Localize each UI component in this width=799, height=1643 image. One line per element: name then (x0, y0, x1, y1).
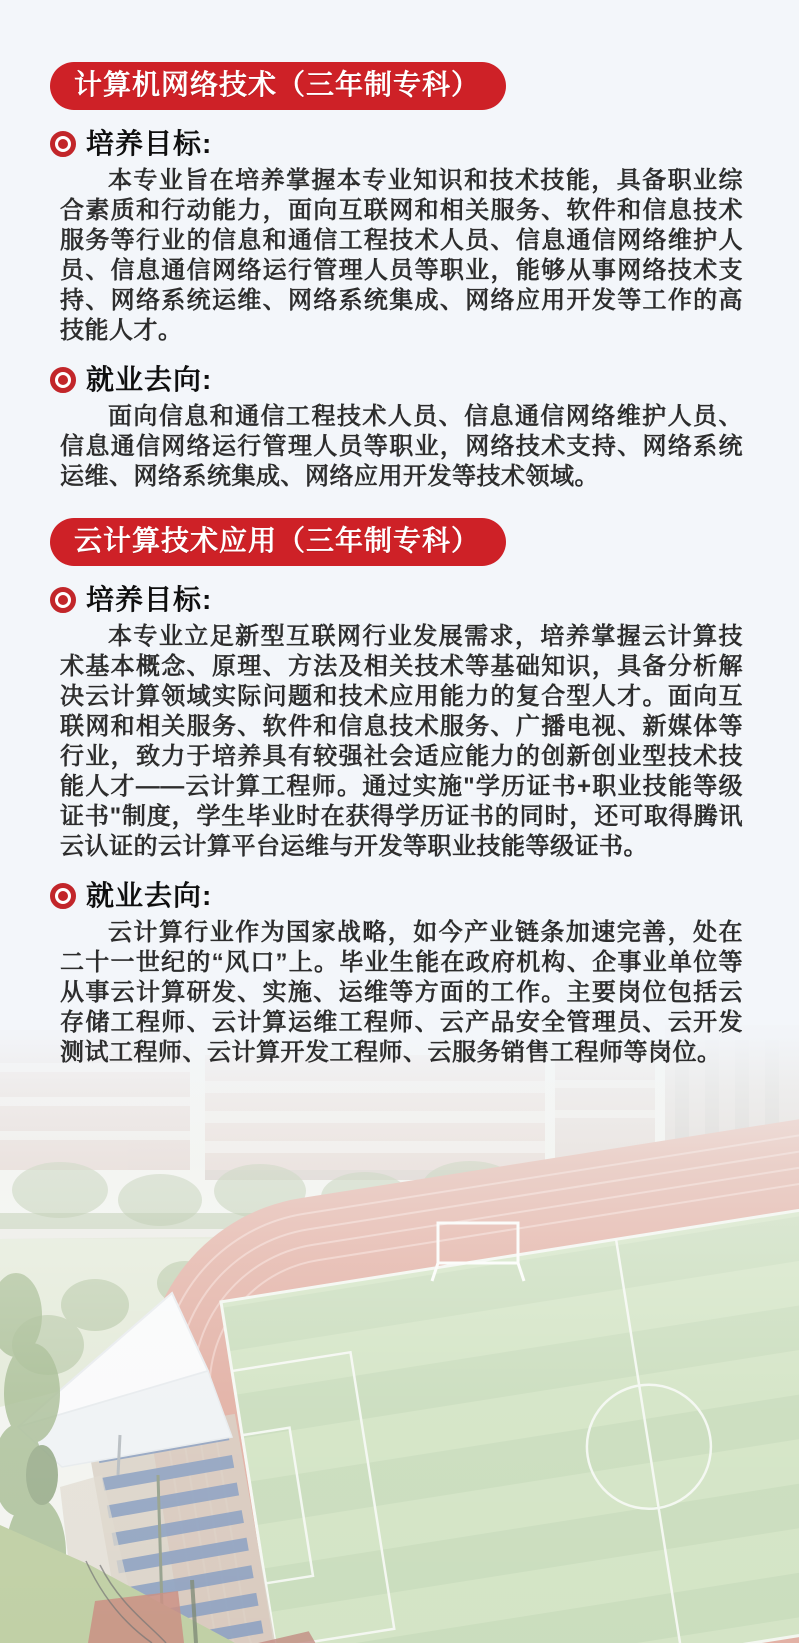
section-title: 就业去向: (86, 364, 213, 395)
paragraph-employment-2: 云计算行业作为国家战略，如今产业链条加速完善，处在二十一世纪的“风口”上。毕业生能在政府机构、企事业单位等从事云计算研发、实施、运维等方面的工作。主要岗位包括云存储工程师、云计算运维工程师、云产品安全管理员、云开发测试工程师、云计算开发工程师、云服务销售工程师等岗位。 (60, 919, 743, 1066)
heading-training-goal-2 (50, 584, 743, 616)
bullseye-icon (50, 883, 76, 909)
campus-stadium-photo (0, 1005, 799, 1643)
program-banner-cloud-computing: 云计算技术应用（三年制专科） (50, 518, 506, 566)
paragraph-employment-1: 面向信息和通信工程技术人员、信息通信网络维护人员、信息通信网络运行管理人员等职业，网络技术支持、网络系统运维、网络系统集成、网络应用开发等技术领域。 (60, 403, 743, 490)
bullseye-icon (50, 367, 76, 393)
heading-training-goal-1 (50, 128, 743, 160)
section-2 (50, 518, 743, 566)
bullseye-icon (50, 587, 76, 613)
section-title: 就业去向: (86, 880, 213, 911)
section-1 (50, 62, 743, 110)
photo-fade-overlay (0, 1005, 799, 1643)
bullseye-icon (50, 131, 76, 157)
program-banner-computer-network: 计算机网络技术（三年制专科） (50, 62, 506, 110)
paragraph-training-goal-1: 本专业旨在培养掌握本专业知识和技术技能，具备职业综合素质和行动能力，面向互联网和相关服务、软件和信息技术服务等行业的信息和通信工程技术人员、信息通信网络维护人员、信息通信网络运行管理人员等职业，能够从事网络技术支持、网络系统运维、网络系统集成、网络应用开发等工作的高技能人才。 (60, 167, 743, 344)
section-title: 培养目标: (86, 128, 213, 159)
paragraph-training-goal-2: 本专业立足新型互联网行业发展需求，培养掌握云计算技术基本概念、原理、方法及相关技术等基础知识，具备分析解决云计算领域实际问题和技术应用能力的复合型人才。面向互联网和相关服务、软件和信息技术服务、广播电视、新媒体等行业，致力于培养具有较强社会适应能力的创新创业型技术技能人才——云计算工程师。通过实施"学历证书+职业技能等级证书"制度，学生毕业时在获得学历证书的同时，还可取得腾讯云认证的云计算平台运维与开发等职业技能等级证书。 (60, 623, 743, 860)
section-title: 培养目标: (86, 584, 213, 615)
heading-employment-2 (50, 880, 743, 912)
poster-content (0, 62, 799, 1068)
heading-employment-1 (50, 364, 743, 396)
